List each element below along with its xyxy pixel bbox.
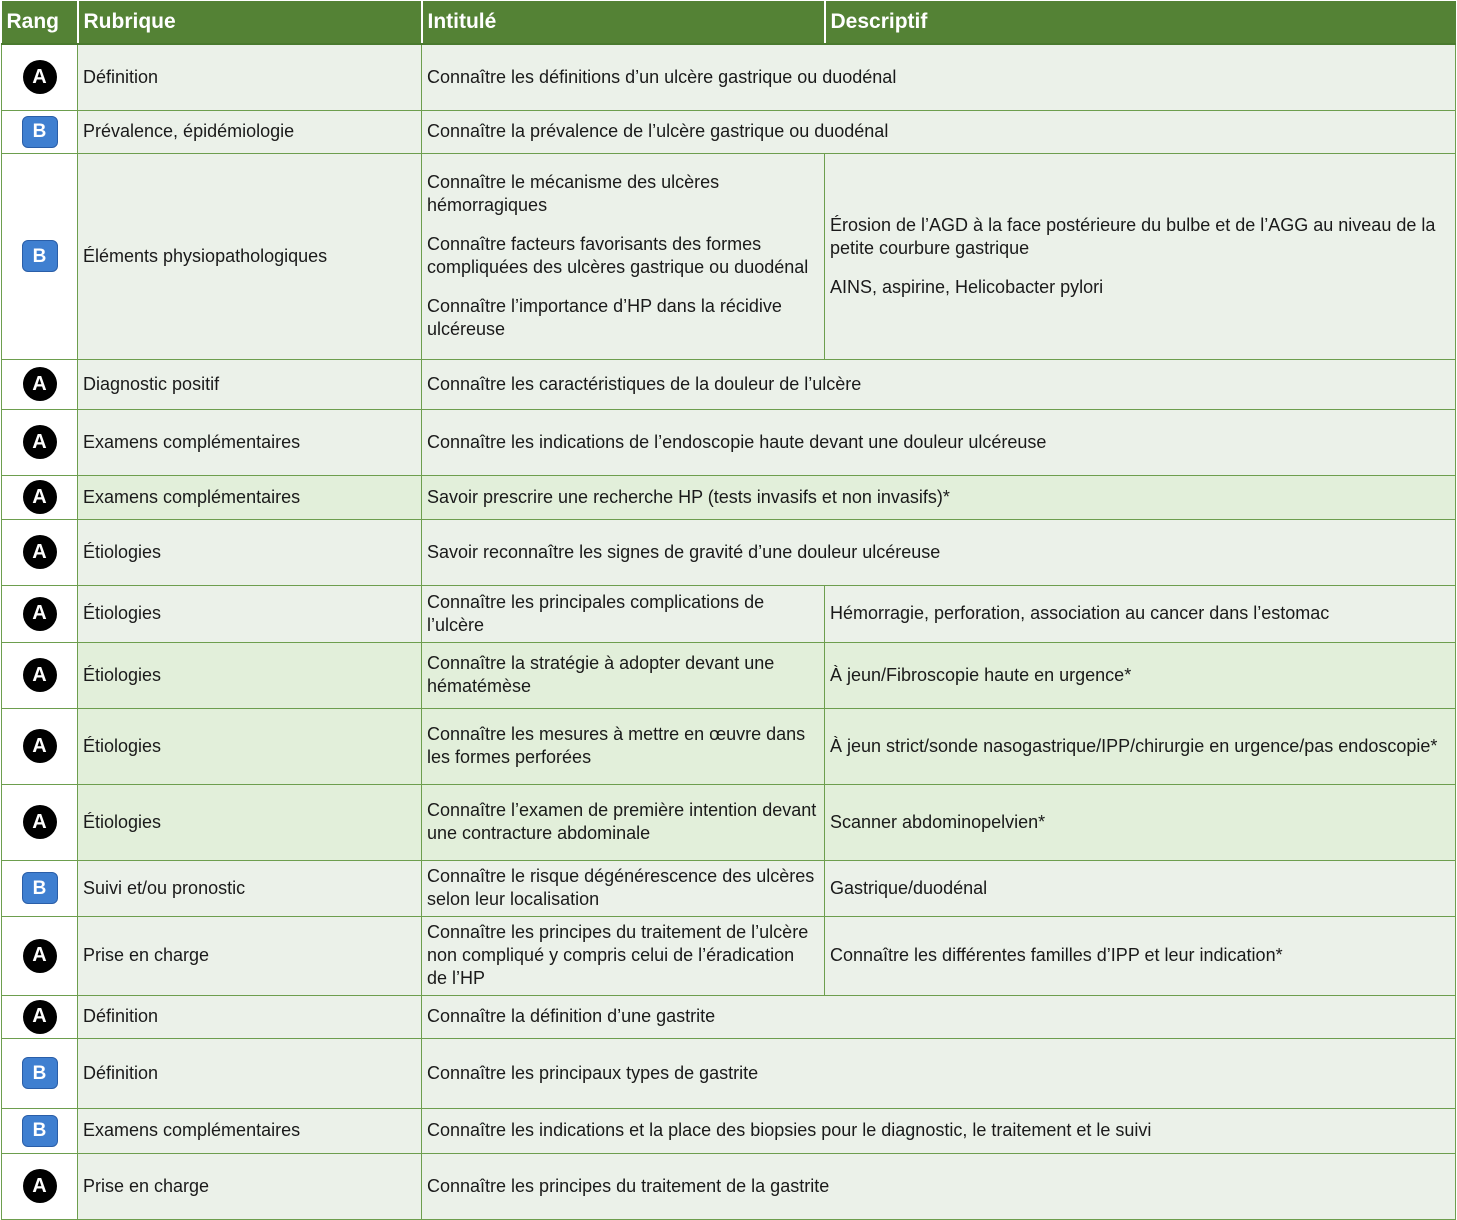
rang-cell <box>2 860 78 916</box>
intitule-text: Savoir prescrire une recherche HP (tests invasifs et non invasifs)* <box>427 486 950 507</box>
rang-cell <box>2 110 78 153</box>
header-descriptif: Descriptif <box>825 1 1456 44</box>
rang-a-icon: A <box>23 480 57 514</box>
rang-cell <box>2 475 78 519</box>
header-intitule: Intitulé <box>422 1 825 44</box>
rang-cell <box>2 1108 78 1153</box>
intitule-text: Connaître les mesures à mettre en œuvre dans les formes perforées <box>427 724 806 767</box>
rang-b-icon: B <box>22 1115 58 1147</box>
intitule-cell <box>422 642 825 708</box>
intitule-cell <box>422 1038 1456 1108</box>
intitule-cell <box>422 995 1456 1038</box>
descriptif-text: AINS, aspirine, Helicobacter pylori <box>830 276 1104 297</box>
rubrique-cell: Définition <box>78 995 422 1038</box>
rang-cell <box>2 784 78 860</box>
rang-cell <box>2 359 78 409</box>
descriptif-text: Hémorragie, perforation, association au cancer dans l’estomac <box>830 603 1330 623</box>
intitule-text: Connaître le risque dégénérescence des ulcères selon leur localisation <box>427 866 815 909</box>
table-row <box>2 860 1456 916</box>
table-row <box>2 359 1456 409</box>
rang-b-icon: B <box>22 1057 58 1089</box>
intitule-text: Connaître l’importance d’HP dans la récidive ulcéreuse <box>427 296 782 339</box>
intitule-text: Savoir reconnaître les signes de gravité d’une douleur ulcéreuse <box>427 541 941 562</box>
rubrique-cell: Éléments physiopathologiques <box>78 153 422 359</box>
intitule-text: Connaître les caractéristiques de la douleur de l’ulcère <box>427 373 862 394</box>
intitule-text: Connaître les définitions d’un ulcère gastrique ou duodénal <box>427 66 897 87</box>
descriptif-text: À jeun strict/sonde nasogastrique/IPP/chirurgie en urgence/pas endoscopie* <box>830 735 1438 756</box>
rang-a-icon: A <box>23 939 57 973</box>
intitule-cell <box>422 475 1456 519</box>
intitule-text: Connaître les indications et la place des biopsies pour le diagnostic, le traitement et le suivi <box>427 1120 1152 1140</box>
rang-cell <box>2 585 78 642</box>
rubrique-cell: Prise en charge <box>78 1153 422 1219</box>
table-row <box>2 1153 1456 1219</box>
rubrique-cell: Étiologies <box>78 642 422 708</box>
header-row <box>2 1 1456 44</box>
table-row <box>2 642 1456 708</box>
rang-cell <box>2 519 78 585</box>
intitule-text: Connaître les principaux types de gastrite <box>427 1062 759 1083</box>
descriptif-cell <box>825 708 1456 784</box>
intitule-text: Connaître la stratégie à adopter devant une hématémèse <box>427 653 775 696</box>
intitule-cell <box>422 1108 1456 1153</box>
descriptif-text: Gastrique/duodénal <box>830 877 988 898</box>
table-row <box>2 585 1456 642</box>
rubrique-cell: Étiologies <box>78 784 422 860</box>
rubrique-cell: Étiologies <box>78 585 422 642</box>
intitule-cell <box>422 860 825 916</box>
table-row <box>2 1038 1456 1108</box>
intitule-text: Connaître les principales complications de l’ulcère <box>427 591 765 635</box>
rubrique-cell: Examens complémentaires <box>78 409 422 475</box>
table-row <box>2 153 1456 359</box>
table-row <box>2 995 1456 1038</box>
descriptif-text: Connaître les différentes familles d’IPP et leur indication* <box>830 945 1283 965</box>
intitule-cell <box>422 110 1456 153</box>
rang-cell <box>2 409 78 475</box>
rang-a-icon: A <box>23 60 57 94</box>
intitule-text: Connaître facteurs favorisants des formes compliquées des ulcères gastrique ou duodénal <box>427 234 809 277</box>
rang-b-icon: B <box>22 872 58 904</box>
intitule-cell <box>422 359 1456 409</box>
intitule-cell <box>422 519 1456 585</box>
rang-cell <box>2 1153 78 1219</box>
rubrique-cell: Étiologies <box>78 519 422 585</box>
intitule-text: Connaître la prévalence de l’ulcère gastrique ou duodénal <box>427 121 889 141</box>
descriptif-cell <box>825 585 1456 642</box>
rang-a-icon: A <box>23 658 57 692</box>
table-body <box>2 44 1456 1219</box>
rang-b-icon: B <box>22 240 58 272</box>
descriptif-text: Scanner abdominopelvien* <box>830 811 1046 832</box>
rubrique-cell: Définition <box>78 44 422 110</box>
descriptif-cell <box>825 153 1456 359</box>
header-rang: Rang <box>2 1 78 44</box>
table-row <box>2 1108 1456 1153</box>
intitule-text: Connaître la définition d’une gastrite <box>427 1006 716 1026</box>
intitule-text: Connaître les principes du traitement de la gastrite <box>427 1175 830 1196</box>
rang-cell <box>2 916 78 995</box>
intitule-text: Connaître les principes du traitement de l’ulcère non compliqué y compris celui de l’éradication de l’HP <box>427 922 809 988</box>
descriptif-text: À jeun/Fibroscopie haute en urgence* <box>830 664 1132 685</box>
table-row <box>2 784 1456 860</box>
descriptif-cell <box>825 860 1456 916</box>
rang-cell <box>2 995 78 1038</box>
rang-a-icon: A <box>23 1000 57 1034</box>
table-row <box>2 110 1456 153</box>
descriptif-cell <box>825 642 1456 708</box>
intitule-text: Connaître l’examen de première intention devant une contracture abdominale <box>427 800 817 843</box>
descriptif-cell <box>825 784 1456 860</box>
intitule-cell <box>422 708 825 784</box>
table-row <box>2 708 1456 784</box>
rang-a-icon: A <box>23 1169 57 1203</box>
intitule-text: Connaître le mécanisme des ulcères hémorragiques <box>427 172 720 215</box>
competencies-table <box>1 1 1456 1220</box>
intitule-cell <box>422 1153 1456 1219</box>
rubrique-cell: Étiologies <box>78 708 422 784</box>
intitule-cell <box>422 44 1456 110</box>
rubrique-cell: Examens complémentaires <box>78 475 422 519</box>
table-row <box>2 409 1456 475</box>
rang-a-icon: A <box>23 425 57 459</box>
rubrique-cell: Examens complémentaires <box>78 1108 422 1153</box>
table-row <box>2 44 1456 110</box>
rang-a-icon: A <box>23 367 57 401</box>
intitule-text: Connaître les indications de l’endoscopie haute devant une douleur ulcéreuse <box>427 431 1047 452</box>
rang-a-icon: A <box>23 729 57 763</box>
rubrique-cell: Définition <box>78 1038 422 1108</box>
rang-a-icon: A <box>23 805 57 839</box>
intitule-cell <box>422 916 825 995</box>
rang-cell <box>2 44 78 110</box>
intitule-cell <box>422 409 1456 475</box>
rubrique-cell: Suivi et/ou pronostic <box>78 860 422 916</box>
intitule-cell <box>422 784 825 860</box>
intitule-cell <box>422 153 825 359</box>
rang-b-icon: B <box>22 116 58 148</box>
table-row <box>2 475 1456 519</box>
rang-a-icon: A <box>23 535 57 569</box>
rubrique-cell: Diagnostic positif <box>78 359 422 409</box>
rubrique-cell: Prise en charge <box>78 916 422 995</box>
rang-cell <box>2 153 78 359</box>
intitule-cell <box>422 585 825 642</box>
header-rubrique: Rubrique <box>78 1 422 44</box>
rang-cell <box>2 708 78 784</box>
table-row <box>2 519 1456 585</box>
rubrique-cell: Prévalence, épidémiologie <box>78 110 422 153</box>
rang-a-icon: A <box>23 597 57 631</box>
table-row <box>2 916 1456 995</box>
descriptif-cell <box>825 916 1456 995</box>
descriptif-text: Érosion de l’AGD à la face postérieure du bulbe et de l’AGG au niveau de la petite courbure gastrique <box>830 214 1436 258</box>
rang-cell <box>2 1038 78 1108</box>
rang-cell <box>2 642 78 708</box>
